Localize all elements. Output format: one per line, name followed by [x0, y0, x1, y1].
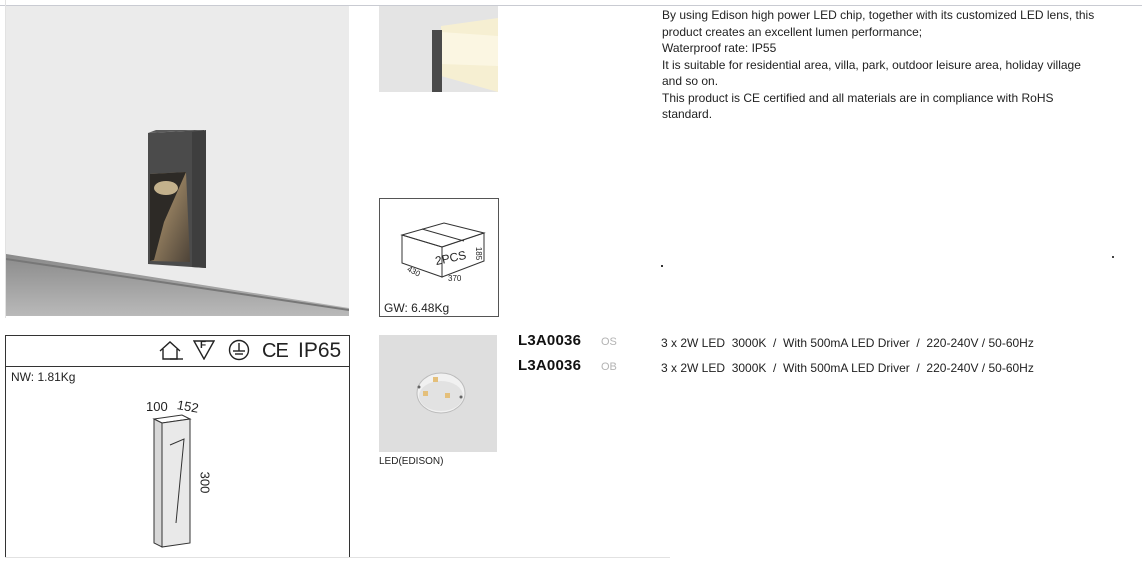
description-line: It is suitable for residential area, villa, park, outdoor leisure area, holiday village and so on. — [662, 57, 1081, 88]
product-description — [662, 7, 1102, 123]
light-effect-sample — [379, 6, 498, 92]
dim-depth: 100 — [146, 399, 168, 414]
description-line: This product is CE certified and all materials are in compliance with RoHS standard. — [662, 90, 1054, 121]
spec-divider — [6, 366, 349, 367]
bottom-rule — [5, 557, 670, 558]
indoor-outdoor-icon — [158, 340, 184, 367]
model-suffix: OS — [601, 336, 617, 348]
description-line: By using Edison high power LED chip, together with its customized LED lens, this product creates an excellent lumen performance; — [662, 8, 1095, 39]
package-dim-width: 430 — [405, 264, 422, 279]
led-caption: LED(EDISON) — [379, 456, 444, 467]
model-code: L3A0036 — [518, 332, 582, 349]
model-description: 3 x 2W LED 3000K / With 500mA LED Driver / 220-240V / 50-60Hz — [661, 336, 1034, 350]
ground-icon — [228, 339, 250, 366]
product-photo — [6, 6, 349, 316]
gross-weight: GW: 6.48Kg — [384, 301, 450, 315]
package-dim-height: 185 — [474, 246, 484, 261]
package-qty-label: 2PCS — [433, 247, 468, 269]
model-description: 3 x 2W LED 3000K / With 500mA LED Driver / 220-240V / 50-60Hz — [661, 361, 1034, 375]
model-code: L3A0036 — [518, 357, 582, 374]
separator-dot — [1112, 256, 1114, 258]
dim-height: 300 — [197, 471, 213, 494]
net-weight: NW: 1.81Kg — [11, 370, 76, 384]
dim-width: 152 — [175, 397, 200, 416]
ce-mark: CE — [262, 340, 288, 362]
description-line: Waterproof rate: IP55 — [662, 41, 777, 55]
separator-dot — [661, 265, 663, 267]
f-mark-icon: F — [193, 340, 215, 365]
package-dim-length: 370 — [448, 274, 462, 283]
led-module-photo — [379, 335, 497, 452]
spec-panel — [5, 335, 350, 558]
packaging-box — [379, 198, 499, 317]
model-suffix: OB — [601, 361, 617, 373]
ip-rating: IP65 — [298, 339, 342, 362]
